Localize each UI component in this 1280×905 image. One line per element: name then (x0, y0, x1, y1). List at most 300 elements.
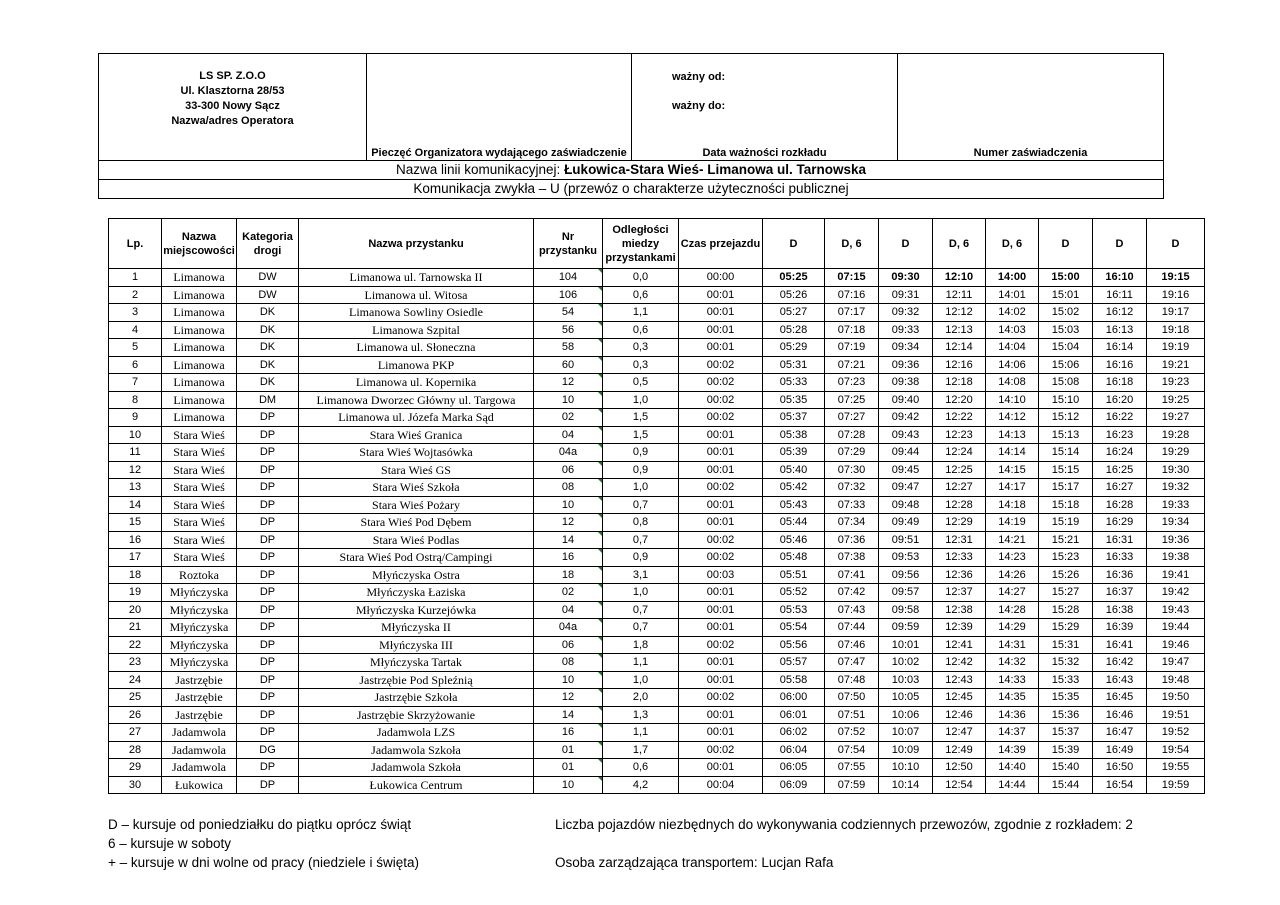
stop-name-cell: Jastrzębie Szkoła (299, 689, 534, 707)
departure-time-cell: 07:43 (825, 601, 879, 619)
locality-cell: Młyńczyska (162, 636, 237, 654)
cell-marker-icon (598, 602, 603, 607)
road-category-cell: DP (237, 514, 299, 532)
stop-name-cell: Stara Wieś Pożary (299, 496, 534, 514)
stop-name-cell: Limanowa ul. Tarnowska II (299, 269, 534, 287)
locality-cell: Stara Wieś (162, 444, 237, 462)
departure-time-cell: 19:28 (1147, 426, 1205, 444)
stop-name-cell: Jastrzębie Skrzyżowanie (299, 706, 534, 724)
travel-time-cell: 00:02 (679, 374, 763, 392)
stop-number-cell (534, 531, 603, 549)
stop-name-cell: Stara Wieś Podlas (299, 531, 534, 549)
distance-cell: 2,0 (603, 689, 679, 707)
table-row (109, 286, 1205, 304)
departure-time-cell: 16:10 (1093, 269, 1147, 287)
departure-time-cell: 10:05 (879, 689, 933, 707)
travel-time-cell: 00:02 (679, 356, 763, 374)
departure-time-cell: 09:57 (879, 584, 933, 602)
departure-time-cell: 07:52 (825, 724, 879, 742)
road-category-cell: DK (237, 321, 299, 339)
departure-time-cell: 14:44 (986, 776, 1039, 794)
manager-note: Osoba zarządzająca transportem: Lucjan Rafa (555, 855, 834, 870)
stop-number-cell (534, 601, 603, 619)
departure-time-cell: 09:38 (879, 374, 933, 392)
table-row (109, 321, 1205, 339)
lp-cell: 30 (109, 776, 162, 794)
stop-name-cell: Limanowa ul. Słoneczna (299, 339, 534, 357)
departure-time-cell: 16:14 (1093, 339, 1147, 357)
cell-marker-icon (598, 304, 603, 309)
departure-time-cell: 07:38 (825, 549, 879, 567)
stop-number-text: 02 (561, 411, 575, 424)
departure-time-cell: 14:26 (986, 566, 1039, 584)
distance-cell: 1,1 (603, 654, 679, 672)
departure-time-cell: 07:36 (825, 531, 879, 549)
departure-time-cell: 09:44 (879, 444, 933, 462)
departure-time-cell: 10:02 (879, 654, 933, 672)
departure-time-cell: 07:41 (825, 566, 879, 584)
travel-time-cell: 00:01 (679, 496, 763, 514)
departure-time-cell: 09:49 (879, 514, 933, 532)
road-category-cell: DP (237, 654, 299, 672)
stop-name-cell: Młyńczyska II (299, 619, 534, 637)
departure-time-cell: 07:28 (825, 426, 879, 444)
departure-time-cell: 09:33 (879, 321, 933, 339)
locality-cell: Limanowa (162, 269, 237, 287)
departure-time-cell: 14:17 (986, 479, 1039, 497)
departure-time-cell: 14:36 (986, 706, 1039, 724)
departure-time-cell: 19:59 (1147, 776, 1205, 794)
departure-time-cell: 12:50 (933, 759, 986, 777)
road-category-cell: DP (237, 584, 299, 602)
lp-cell: 17 (109, 549, 162, 567)
departure-time-cell: 07:23 (825, 374, 879, 392)
certificate-number-caption: Numer zaświadczenia (973, 147, 1088, 159)
departure-time-cell: 12:25 (933, 461, 986, 479)
stop-name-cell: Limanowa Szpital (299, 321, 534, 339)
stop-number-cell (534, 671, 603, 689)
distance-cell: 0,9 (603, 461, 679, 479)
departure-time-cell: 19:15 (1147, 269, 1205, 287)
stop-number-cell (534, 269, 603, 287)
header-travel-time: Czas przejazdu (679, 219, 763, 269)
table-row (109, 391, 1205, 409)
departure-time-cell: 14:06 (986, 356, 1039, 374)
departure-time-cell: 14:40 (986, 759, 1039, 777)
road-category-cell: DW (237, 269, 299, 287)
road-category-cell: DM (237, 391, 299, 409)
departure-time-cell: 16:31 (1093, 531, 1147, 549)
header-road-category: Kategoria drogi (237, 219, 299, 269)
table-row (109, 759, 1205, 777)
departure-time-cell: 15:02 (1039, 304, 1093, 322)
header-course-4: D, 6 (933, 219, 986, 269)
distance-cell: 1,7 (603, 741, 679, 759)
header-course-3: D (879, 219, 933, 269)
cell-marker-icon (598, 427, 603, 432)
departure-time-cell: 19:19 (1147, 339, 1205, 357)
departure-time-cell: 19:52 (1147, 724, 1205, 742)
departure-time-cell: 07:15 (825, 269, 879, 287)
stop-name-cell: Stara Wieś Wojtasówka (299, 444, 534, 462)
departure-time-cell: 12:29 (933, 514, 986, 532)
header-top-row (99, 54, 1163, 161)
organizer-stamp-cell (367, 54, 632, 160)
road-category-cell: DP (237, 706, 299, 724)
departure-time-cell: 15:13 (1039, 426, 1093, 444)
cell-marker-icon (598, 357, 603, 362)
lp-cell: 4 (109, 321, 162, 339)
locality-cell: Stara Wieś (162, 514, 237, 532)
departure-time-cell: 15:44 (1039, 776, 1093, 794)
departure-time-cell: 07:18 (825, 321, 879, 339)
stop-number-cell (534, 584, 603, 602)
departure-time-cell: 19:21 (1147, 356, 1205, 374)
departure-time-cell: 12:20 (933, 391, 986, 409)
lp-cell: 25 (109, 689, 162, 707)
stop-number-cell (534, 689, 603, 707)
departure-time-cell: 15:06 (1039, 356, 1093, 374)
departure-time-cell: 15:14 (1039, 444, 1093, 462)
departure-time-cell: 12:27 (933, 479, 986, 497)
travel-time-cell: 00:02 (679, 409, 763, 427)
departure-time-cell: 19:51 (1147, 706, 1205, 724)
locality-cell: Młyńczyska (162, 654, 237, 672)
departure-time-cell: 12:43 (933, 671, 986, 689)
lp-cell: 29 (109, 759, 162, 777)
departure-time-cell: 15:12 (1039, 409, 1093, 427)
departure-time-cell: 15:18 (1039, 496, 1093, 514)
departure-time-cell: 14:31 (986, 636, 1039, 654)
cell-marker-icon (598, 549, 603, 554)
departure-time-cell: 19:43 (1147, 601, 1205, 619)
stop-number-text: 08 (561, 481, 575, 494)
road-category-cell: DW (237, 286, 299, 304)
departure-time-cell: 16:22 (1093, 409, 1147, 427)
departure-time-cell: 07:30 (825, 461, 879, 479)
travel-time-cell: 00:04 (679, 776, 763, 794)
locality-cell: Młyńczyska (162, 601, 237, 619)
departure-time-cell: 16:25 (1093, 461, 1147, 479)
timetable (108, 218, 1205, 794)
cell-marker-icon (598, 689, 603, 694)
departure-time-cell: 19:55 (1147, 759, 1205, 777)
operator-cell (99, 54, 367, 160)
lp-cell: 9 (109, 409, 162, 427)
stop-name-cell: Młyńczyska Ostra (299, 566, 534, 584)
lp-cell: 19 (109, 584, 162, 602)
stop-number-text: 06 (561, 638, 575, 651)
departure-time-cell: 07:29 (825, 444, 879, 462)
cell-marker-icon (598, 374, 603, 379)
departure-time-cell: 12:16 (933, 356, 986, 374)
departure-time-cell: 19:29 (1147, 444, 1205, 462)
departure-time-cell: 09:45 (879, 461, 933, 479)
road-category-cell: DP (237, 444, 299, 462)
departure-time-cell: 07:34 (825, 514, 879, 532)
departure-time-cell: 06:00 (763, 689, 825, 707)
cell-marker-icon (598, 759, 603, 764)
departure-time-cell: 14:19 (986, 514, 1039, 532)
departure-time-cell: 19:44 (1147, 619, 1205, 637)
stop-number-text: 12 (561, 516, 575, 529)
departure-time-cell: 14:04 (986, 339, 1039, 357)
departure-time-cell: 15:15 (1039, 461, 1093, 479)
departure-time-cell: 14:08 (986, 374, 1039, 392)
vehicles-note: Liczba pojazdów niezbędnych do wykonywania codziennych przewozów, zgodnie z rozkładem: 2 (555, 817, 1133, 832)
departure-time-cell: 16:29 (1093, 514, 1147, 532)
header-course-2: D, 6 (825, 219, 879, 269)
road-category-cell: DP (237, 461, 299, 479)
cell-marker-icon (598, 409, 603, 414)
stop-number-cell (534, 304, 603, 322)
lp-cell: 11 (109, 444, 162, 462)
departure-time-cell: 14:23 (986, 549, 1039, 567)
departure-time-cell: 10:01 (879, 636, 933, 654)
stop-number-cell (534, 636, 603, 654)
travel-time-cell: 00:01 (679, 584, 763, 602)
departure-time-cell: 16:45 (1093, 689, 1147, 707)
stop-number-text: 10 (561, 393, 575, 406)
header-stop-number: Nr przystanku (534, 219, 603, 269)
departure-time-cell: 16:27 (1093, 479, 1147, 497)
departure-time-cell: 07:55 (825, 759, 879, 777)
line-name-row (99, 161, 1163, 180)
legend-saturdays: 6 – kursuje w soboty (108, 836, 232, 851)
travel-time-cell: 00:00 (679, 269, 763, 287)
stop-name-cell: Młyńczyska Tartak (299, 654, 534, 672)
departure-time-cell: 15:03 (1039, 321, 1093, 339)
table-row (109, 619, 1205, 637)
departure-time-cell: 12:24 (933, 444, 986, 462)
stop-name-cell: Limanowa Dworzec Główny ul. Targowa (299, 391, 534, 409)
distance-cell: 1,5 (603, 409, 679, 427)
stop-number-text: 04 (561, 428, 575, 441)
header-locality: Nazwa miejscowości (162, 219, 237, 269)
road-category-cell: DP (237, 689, 299, 707)
departure-time-cell: 19:48 (1147, 671, 1205, 689)
distance-cell: 0,9 (603, 444, 679, 462)
departure-time-cell: 15:21 (1039, 531, 1093, 549)
locality-cell: Limanowa (162, 356, 237, 374)
departure-time-cell: 07:21 (825, 356, 879, 374)
departure-time-cell: 10:14 (879, 776, 933, 794)
stop-number-text: 104 (558, 271, 578, 284)
departure-time-cell: 16:20 (1093, 391, 1147, 409)
travel-time-cell: 00:01 (679, 759, 763, 777)
departure-time-cell: 14:01 (986, 286, 1039, 304)
distance-cell: 0,7 (603, 496, 679, 514)
lp-cell: 1 (109, 269, 162, 287)
departure-time-cell: 06:01 (763, 706, 825, 724)
departure-time-cell: 15:27 (1039, 584, 1093, 602)
lp-cell: 18 (109, 566, 162, 584)
travel-time-cell: 00:01 (679, 321, 763, 339)
stop-number-text: 10 (561, 778, 575, 791)
road-category-cell: DP (237, 566, 299, 584)
departure-time-cell: 05:27 (763, 304, 825, 322)
departure-time-cell: 15:08 (1039, 374, 1093, 392)
departure-time-cell: 12:41 (933, 636, 986, 654)
departure-time-cell: 07:27 (825, 409, 879, 427)
departure-time-cell: 14:39 (986, 741, 1039, 759)
departure-time-cell: 05:46 (763, 531, 825, 549)
stop-name-cell: Stara Wieś Pod Dębem (299, 514, 534, 532)
table-row (109, 339, 1205, 357)
stop-number-cell (534, 339, 603, 357)
distance-cell: 1,8 (603, 636, 679, 654)
distance-cell: 0,7 (603, 619, 679, 637)
departure-time-cell: 06:02 (763, 724, 825, 742)
departure-time-cell: 05:43 (763, 496, 825, 514)
validity-caption: Data ważności rozkładu (702, 147, 827, 159)
locality-cell: Limanowa (162, 304, 237, 322)
cell-marker-icon (598, 287, 603, 292)
departure-time-cell: 14:00 (986, 269, 1039, 287)
stop-number-text: 04 (561, 603, 575, 616)
departure-time-cell: 12:54 (933, 776, 986, 794)
departure-time-cell: 16:39 (1093, 619, 1147, 637)
departure-time-cell: 05:44 (763, 514, 825, 532)
distance-cell: 1,0 (603, 584, 679, 602)
departure-time-cell: 12:14 (933, 339, 986, 357)
lp-cell: 23 (109, 654, 162, 672)
lp-cell: 7 (109, 374, 162, 392)
cell-marker-icon (598, 392, 603, 397)
departure-time-cell: 19:36 (1147, 531, 1205, 549)
departure-time-cell: 14:02 (986, 304, 1039, 322)
stop-number-text: 04a (558, 446, 578, 459)
distance-cell: 0,6 (603, 321, 679, 339)
departure-time-cell: 10:03 (879, 671, 933, 689)
header-course-5: D, 6 (986, 219, 1039, 269)
lp-cell: 10 (109, 426, 162, 444)
road-category-cell: DP (237, 619, 299, 637)
departure-time-cell: 12:33 (933, 549, 986, 567)
travel-time-cell: 00:01 (679, 461, 763, 479)
lp-cell: 5 (109, 339, 162, 357)
cell-marker-icon (598, 672, 603, 677)
locality-cell: Roztoka (162, 566, 237, 584)
road-category-cell: DP (237, 601, 299, 619)
departure-time-cell: 09:48 (879, 496, 933, 514)
departure-time-cell: 07:46 (825, 636, 879, 654)
departure-time-cell: 15:33 (1039, 671, 1093, 689)
departure-time-cell: 09:36 (879, 356, 933, 374)
departure-time-cell: 12:42 (933, 654, 986, 672)
cell-marker-icon (598, 724, 603, 729)
stop-name-cell: Jastrzębie Pod Spleźnią (299, 671, 534, 689)
travel-time-cell: 00:02 (679, 689, 763, 707)
header-course-7: D (1093, 219, 1147, 269)
departure-time-cell: 14:32 (986, 654, 1039, 672)
road-category-cell: DK (237, 356, 299, 374)
departure-time-cell: 07:16 (825, 286, 879, 304)
departure-time-cell: 19:18 (1147, 321, 1205, 339)
departure-time-cell: 15:32 (1039, 654, 1093, 672)
header-course-8: D (1147, 219, 1205, 269)
departure-time-cell: 09:53 (879, 549, 933, 567)
travel-time-cell: 00:02 (679, 549, 763, 567)
stop-number-text: 16 (561, 551, 575, 564)
distance-cell: 1,5 (603, 426, 679, 444)
stop-number-cell (534, 706, 603, 724)
departure-time-cell: 05:26 (763, 286, 825, 304)
table-row (109, 426, 1205, 444)
table-row (109, 689, 1205, 707)
stop-number-text: 58 (561, 341, 575, 354)
departure-time-cell: 15:04 (1039, 339, 1093, 357)
departure-time-cell: 12:37 (933, 584, 986, 602)
stop-name-cell: Limanowa ul. Kopernika (299, 374, 534, 392)
table-row (109, 549, 1205, 567)
travel-time-cell: 00:01 (679, 514, 763, 532)
stop-number-cell (534, 654, 603, 672)
departure-time-cell: 05:57 (763, 654, 825, 672)
departure-time-cell: 09:34 (879, 339, 933, 357)
departure-time-cell: 07:44 (825, 619, 879, 637)
departure-time-cell: 15:10 (1039, 391, 1093, 409)
distance-cell: 1,1 (603, 724, 679, 742)
locality-cell: Limanowa (162, 374, 237, 392)
departure-time-cell: 15:35 (1039, 689, 1093, 707)
locality-cell: Stara Wieś (162, 479, 237, 497)
travel-time-cell: 00:01 (679, 706, 763, 724)
departure-time-cell: 16:13 (1093, 321, 1147, 339)
line-name: Łukowica-Stara Wieś- Limanowa ul. Tarnowska (564, 162, 867, 177)
departure-time-cell: 15:23 (1039, 549, 1093, 567)
departure-time-cell: 05:37 (763, 409, 825, 427)
table-row (109, 601, 1205, 619)
departure-time-cell: 16:28 (1093, 496, 1147, 514)
legend-weekdays: D – kursuje od poniedziałku do piątku oprócz świąt (108, 817, 412, 832)
cell-marker-icon (598, 444, 603, 449)
stop-name-cell: Młyńczyska Kurzejówka (299, 601, 534, 619)
travel-time-cell: 00:02 (679, 741, 763, 759)
road-category-cell: DP (237, 636, 299, 654)
departure-time-cell: 16:43 (1093, 671, 1147, 689)
stop-number-text: 18 (561, 568, 575, 581)
departure-time-cell: 06:09 (763, 776, 825, 794)
departure-time-cell: 14:35 (986, 689, 1039, 707)
departure-time-cell: 15:29 (1039, 619, 1093, 637)
lp-cell: 26 (109, 706, 162, 724)
distance-cell: 0,7 (603, 601, 679, 619)
service-type: Komunikacja zwykła – U (przewóz o charakterze użyteczności publicznej (413, 181, 849, 196)
departure-time-cell: 05:39 (763, 444, 825, 462)
table-row (109, 654, 1205, 672)
stop-name-cell: Młyńczyska III (299, 636, 534, 654)
legend-holidays: + – kursuje w dni wolne od pracy (niedziele i święta) (108, 855, 420, 870)
departure-time-cell: 16:47 (1093, 724, 1147, 742)
distance-cell: 1,3 (603, 706, 679, 724)
locality-cell: Limanowa (162, 339, 237, 357)
road-category-cell: DP (237, 496, 299, 514)
road-category-cell: DP (237, 426, 299, 444)
stop-number-text: 54 (561, 306, 575, 319)
service-type-row (99, 180, 1163, 198)
stop-name-cell: Stara Wieś Pod Ostrą/Campingi (299, 549, 534, 567)
locality-cell: Jadamwola (162, 741, 237, 759)
departure-time-cell: 19:47 (1147, 654, 1205, 672)
distance-cell: 0,8 (603, 514, 679, 532)
stop-number-cell (534, 461, 603, 479)
locality-cell: Jastrzębie (162, 689, 237, 707)
departure-time-cell: 16:49 (1093, 741, 1147, 759)
departure-time-cell: 14:29 (986, 619, 1039, 637)
locality-cell: Stara Wieś (162, 496, 237, 514)
departure-time-cell: 19:32 (1147, 479, 1205, 497)
